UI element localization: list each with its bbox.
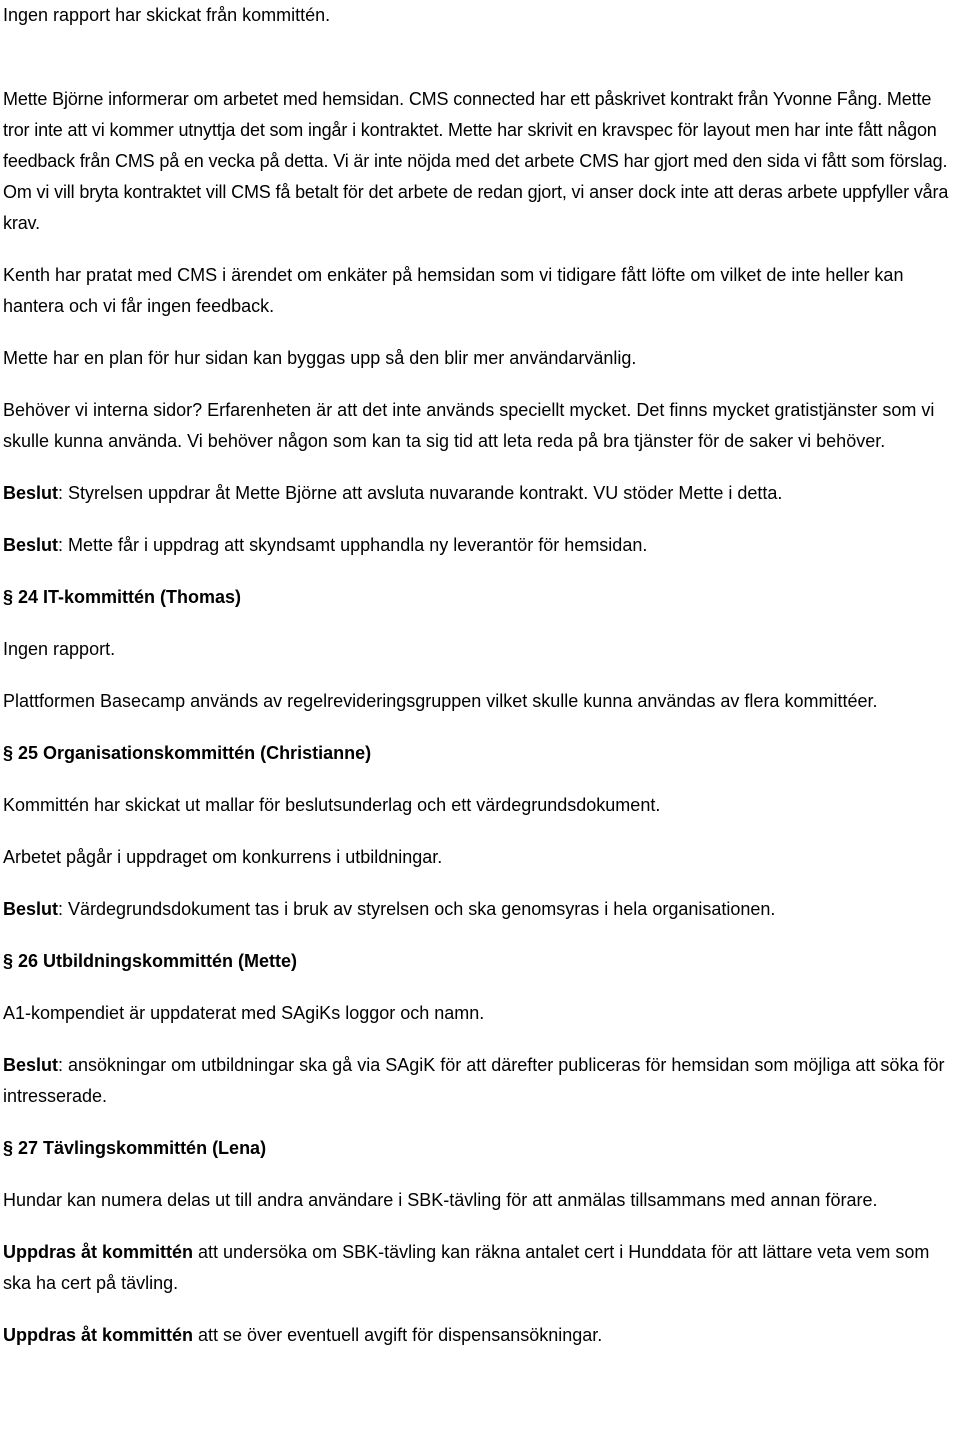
assignment-cert-count	[3, 1237, 956, 1299]
decision-label: Beslut	[3, 535, 59, 555]
assignment-label: Uppdras åt kommittén	[3, 1242, 194, 1262]
decision-text: : ansökningar om utbildningar ska gå via SAgiK för att därefter publiceras för hemsidan som möjliga att söka för intresserade.	[3, 1055, 945, 1106]
paragraph-it-report: Ingen rapport.	[3, 639, 116, 659]
decision-label: Beslut	[3, 899, 59, 919]
section-heading-25: § 25 Organisationskommittén (Christianne)	[3, 743, 372, 763]
website-info-text: Mette Björne informerar om arbetet med hemsidan. CMS connected har ett påskrivet kontrakt från Yvonne Fång. Mette tror inte att vi kommer utnyttja det som ingår i kontraktet. Mette har skrivit en kravspec för layout men har inte fått någon feedback från CMS på en vecka på detta. Vi är inte nöjda med det arbete CMS har gjort med den sida vi fått som förslag.	[3, 89, 948, 171]
decision-values-document	[3, 894, 956, 925]
paragraph-plan: Mette har en plan för hur sidan kan byggas upp så den blir mer användarvänlig.	[3, 348, 637, 368]
decision-label: Beslut	[3, 483, 59, 503]
website-contract-text: Om vi vill bryta kontraktet vill CMS få betalt för det arbete de redan gjort, vi anser dock inte att deras arbete uppfyller våra krav.	[3, 182, 949, 233]
assignment-dispensation-fee	[3, 1320, 956, 1351]
decision-new-supplier	[3, 530, 956, 561]
assignment-text: att se över eventuell avgift för dispensansökningar.	[193, 1325, 603, 1345]
decision-contract	[3, 478, 956, 509]
paragraph-survey: Kenth har pratat med CMS i ärendet om enkäter på hemsidan som vi tidigare fått löfte om vilket de inte heller kan hantera och vi får ingen feedback.	[3, 265, 904, 316]
paragraph-competition-training: Arbetet pågår i uppdraget om konkurrens i utbildningar.	[3, 847, 443, 867]
paragraph-templates: Kommittén har skickat ut mallar för beslutsunderlag och ett värdegrundsdokument.	[3, 795, 661, 815]
paragraph-no-report: Ingen rapport har skickat från kommittén.	[3, 5, 331, 25]
decision-text: : Värdegrundsdokument tas i bruk av styrelsen och ska genomsyras i hela organisationen.	[58, 899, 776, 919]
paragraph-internal-pages: Behöver vi interna sidor? Erfarenheten är att det inte används speciellt mycket. Det finns mycket gratistjänster som vi skulle kunna använda. Vi behöver någon som kan ta sig tid att leta reda på bra tjänster för de saker vi behöver.	[3, 400, 935, 451]
section-heading-24: § 24 IT-kommittén (Thomas)	[3, 587, 242, 607]
paragraph-basecamp: Plattformen Basecamp används av regelrevideringsgruppen vilket skulle kunna användas av flera kommittéer.	[3, 691, 878, 711]
decision-label: Beslut	[3, 1055, 59, 1075]
decision-text: : Styrelsen uppdrar åt Mette Björne att avsluta nuvarande kontrakt. VU stöder Mette i detta.	[58, 483, 783, 503]
decision-text: : Mette får i uppdrag att skyndsamt upphandla ny leverantör för hemsidan.	[58, 535, 648, 555]
section-heading-26: § 26 Utbildningskommittén (Mette)	[3, 951, 298, 971]
paragraph-dogs-shared: Hundar kan numera delas ut till andra användare i SBK-tävling för att anmälas tillsammans med annan förare.	[3, 1190, 878, 1210]
section-heading-27: § 27 Tävlingskommittén (Lena)	[3, 1138, 267, 1158]
assignment-text: att undersöka om SBK-tävling kan räkna antalet cert i Hunddata för att lättare veta vem som ska ha cert på tävling.	[3, 1242, 930, 1293]
decision-applications	[3, 1050, 956, 1112]
assignment-label: Uppdras åt kommittén	[3, 1325, 194, 1345]
paragraph-website-info	[3, 84, 956, 239]
paragraph-a1-compendium: A1-kompendiet är uppdaterat med SAgiKs loggor och namn.	[3, 1003, 485, 1023]
